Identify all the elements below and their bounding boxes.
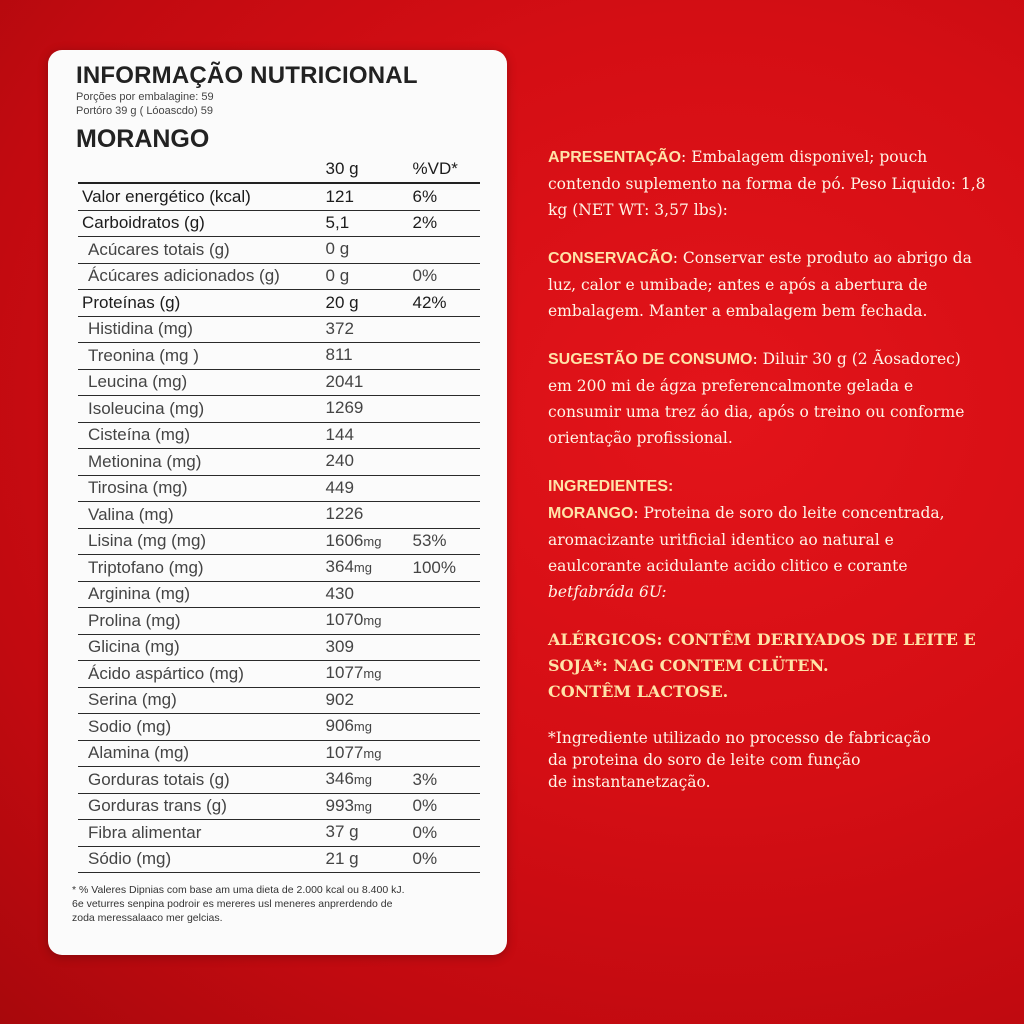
nutrient-vd: 42% [408,290,480,317]
nutrient-vd [408,369,480,396]
amount-value: 372 [325,318,354,338]
amount-unit: mg [353,798,372,814]
ingredient-note [548,727,988,793]
nutrient-name: Proteínas (g) [78,290,320,317]
nutrient-name: Arginina (mg) [78,581,320,608]
apresentacao-section [548,144,988,223]
table-row [78,290,480,317]
nutrient-amount [320,528,409,555]
nutrition-facts-panel [48,50,507,955]
nutrient-name: Valina (mg) [78,502,320,529]
table-row [78,740,480,767]
nutrient-amount [320,369,409,396]
nutrient-vd [408,581,480,608]
table-row [78,661,480,688]
nutrient-amount [320,846,409,873]
nutrient-vd: 6% [408,183,480,210]
nutrient-amount [320,316,409,343]
alergicos-line: CONTÊM LACTOSE. [548,682,729,701]
nutrient-name: Triptofano (mg) [78,555,320,582]
table-row [78,422,480,449]
amount-value: 121 [325,186,354,206]
table-row [78,396,480,423]
amount-value: 309 [325,636,354,656]
amount-unit: mg [363,666,382,682]
amount-value: 906 [325,716,354,736]
amount-unit: mg [363,533,382,549]
nutrient-vd [408,714,480,741]
alergicos-line: SOJA*: NAG CONTEM CLÜTEN. [548,656,829,675]
nutrient-vd: 3% [408,767,480,794]
amount-value: 1077 [325,663,364,683]
nutrient-vd [408,634,480,661]
conservacao-text: : Conservar este produto ao abrigo da luz, calor e umibade; antes e após a abertura de embalagem. Manter a embalagem bem fechada. [548,249,972,320]
footnote-line: zoda meressalaaco mer gelcias. [72,912,223,924]
amount-value: 0 g [325,265,350,285]
amount-unit: mg [353,772,372,788]
amount-value: 430 [325,583,354,603]
nutrient-name: Glicina (mg) [78,634,320,661]
table-row [78,555,480,582]
nutrient-name: Leucina (mg) [78,369,320,396]
nutrient-amount [320,767,409,794]
amount-unit: mg [363,745,382,761]
amount-value: 0 g [325,239,350,259]
nutrient-name: Carboidratos (g) [78,210,320,237]
nutrient-name: Valor energético (kcal) [78,183,320,210]
apresentacao-text: : Embalagem disponivel; pouch contendo suplemento na forma de pó. Peso Liquido: 1,8 kg (NET WT: 3,57 lbs): [548,148,986,219]
table-row [78,767,480,794]
nutrition-table [78,156,480,873]
table-row [78,502,480,529]
amount-unit: mg [363,613,382,629]
nutrient-vd [408,687,480,714]
morango-label: MORANGO [548,505,634,522]
nutrient-vd [408,316,480,343]
table-row [78,183,480,210]
nutrient-amount [320,422,409,449]
footnote-line: 6e veturres senpina podroir es mereres usl meneres anprerdendo de [72,898,393,910]
nutrient-name: Sodio (mg) [78,714,320,741]
nutrient-name: Ácúcares adicionados (g) [78,263,320,290]
nutrient-amount [320,343,409,370]
nutrient-vd [408,740,480,767]
sugestao-label: SUGESTÃO DE CONSUMO [548,351,753,368]
nutrient-name: Tirosina (mg) [78,475,320,502]
nutrient-amount [320,581,409,608]
nutrient-vd [408,661,480,688]
portion-line: Portóro 39 g ( Lóoascdo) 59 [76,105,213,117]
nutrition-title: INFORMAÇÃO NUTRICIONAL [76,62,418,89]
nutrient-amount [320,793,409,820]
sugestao-section [548,346,988,451]
column-amount-header: 30 g [320,156,409,183]
nutrient-vd: 2% [408,210,480,237]
table-row [78,210,480,237]
nutrient-amount [320,210,409,237]
amount-value: 346 [325,769,354,789]
nutrient-vd: 0% [408,820,480,847]
nutrient-amount [320,714,409,741]
nutrient-name: Isoleucina (mg) [78,396,320,423]
amount-value: 364 [325,557,354,577]
amount-value: 811 [325,345,353,365]
apresentacao-label: APRESENTAÇÃO [548,149,682,166]
amount-value: 144 [325,424,354,444]
product-info [548,144,988,815]
nutrient-vd [408,343,480,370]
servings-line: Porções por embalagine: 59 [76,91,214,103]
note-line: de instantanetzação. [548,773,711,791]
nutrient-amount [320,290,409,317]
footnote [72,883,481,925]
nutrient-vd: 100% [408,555,480,582]
nutrient-vd [408,396,480,423]
column-vd-header: %VD* [408,156,480,183]
amount-value: 1226 [325,504,364,524]
footnote-line: * % Valeres Dipnias com base am uma dieta de 2.000 kcal ou 8.400 kJ. [72,884,405,896]
amount-unit: mg [353,560,372,576]
table-row [78,793,480,820]
amount-value: 1269 [325,398,364,418]
nutrient-name: Gorduras totais (g) [78,767,320,794]
table-row [78,475,480,502]
nutrient-name: Fibra alimentar [78,820,320,847]
nutrient-vd: 0% [408,793,480,820]
nutrient-vd [408,422,480,449]
amount-value: 240 [325,451,354,471]
amount-value: 21 g [325,848,359,868]
nutrient-name: Gorduras trans (g) [78,793,320,820]
nutrient-vd [408,237,480,264]
table-header-row [78,156,480,183]
note-line: *Ingrediente utilizado no processo de fabricação [548,729,931,747]
nutrient-vd [408,608,480,635]
nutrient-amount [320,183,409,210]
nutrient-amount [320,449,409,476]
table-row [78,714,480,741]
amount-value: 449 [325,477,354,497]
nutrient-vd [408,502,480,529]
table-row [78,449,480,476]
nutrient-name: Prolina (mg) [78,608,320,635]
flavor-name: MORANGO [76,125,210,153]
table-row [78,528,480,555]
nutrient-name: Alamina (mg) [78,740,320,767]
nutrient-vd: 0% [408,846,480,873]
table-row [78,316,480,343]
amount-value: 902 [325,689,354,709]
nutrient-vd [408,475,480,502]
nutrient-name: Ácido aspártico (mg) [78,661,320,688]
table-row [78,846,480,873]
nutrient-amount [320,820,409,847]
amount-value: 20 g [325,292,359,312]
nutrient-name: Histidina (mg) [78,316,320,343]
nutrient-name: Acúcares totais (g) [78,237,320,264]
table-row [78,369,480,396]
nutrient-amount [320,237,409,264]
table-row [78,608,480,635]
nutrient-amount [320,396,409,423]
amount-value: 37 g [325,822,359,842]
nutrient-name: Sódio (mg) [78,846,320,873]
nutrient-name: Serina (mg) [78,687,320,714]
conservacao-section [548,245,988,324]
conservacao-label: CONSERVACÃO [548,250,673,267]
amount-value: 2041 [325,371,364,391]
nutrient-vd: 0% [408,263,480,290]
nutrient-name: Lisina (mg (mg) [78,528,320,555]
nutrient-amount [320,502,409,529]
sugestao-text: : Diluir 30 g (2 Ãosadorec) em 200 mi de ágza preferencalmonte gelada e consumir uma trez áo dia, após o treino ou conforme orientação profissional. [548,350,965,447]
table-row [78,634,480,661]
morango-italic: betfabráda 6U: [548,583,667,601]
nutrient-name: Cisteína (mg) [78,422,320,449]
nutrient-amount [320,263,409,290]
ingredientes-label: INGREDIENTES: [548,478,674,495]
amount-unit: mg [353,719,372,735]
nutrient-amount [320,687,409,714]
ingredientes-section [548,473,988,605]
table-row [78,820,480,847]
nutrient-name: Treonina (mg ) [78,343,320,370]
nutrient-vd: 53% [408,528,480,555]
nutrient-amount [320,555,409,582]
nutrient-amount [320,608,409,635]
nutrient-vd [408,449,480,476]
note-line: da proteina do soro de leite com função [548,751,861,769]
table-row [78,687,480,714]
nutrient-amount [320,475,409,502]
table-row [78,237,480,264]
amount-value: 1070 [325,610,364,630]
alergicos-section [548,627,988,705]
alergicos-line: ALÉRGICOS: CONTÊM DERIYADOS DE LEITE E [548,630,976,649]
amount-value: 5,1 [325,213,350,233]
nutrient-amount [320,661,409,688]
nutrient-amount [320,740,409,767]
table-row [78,343,480,370]
amount-value: 993 [325,795,354,815]
amount-value: 1606 [325,530,364,550]
table-row [78,581,480,608]
nutrient-name: Metionina (mg) [78,449,320,476]
morango-text: : Proteina de soro do leite concentrada, aromacizante uritficial identico ao natural e eaulcorante acidulante acido clitico e corante [548,504,945,575]
table-row [78,263,480,290]
amount-value: 1077 [325,742,364,762]
nutrient-amount [320,634,409,661]
